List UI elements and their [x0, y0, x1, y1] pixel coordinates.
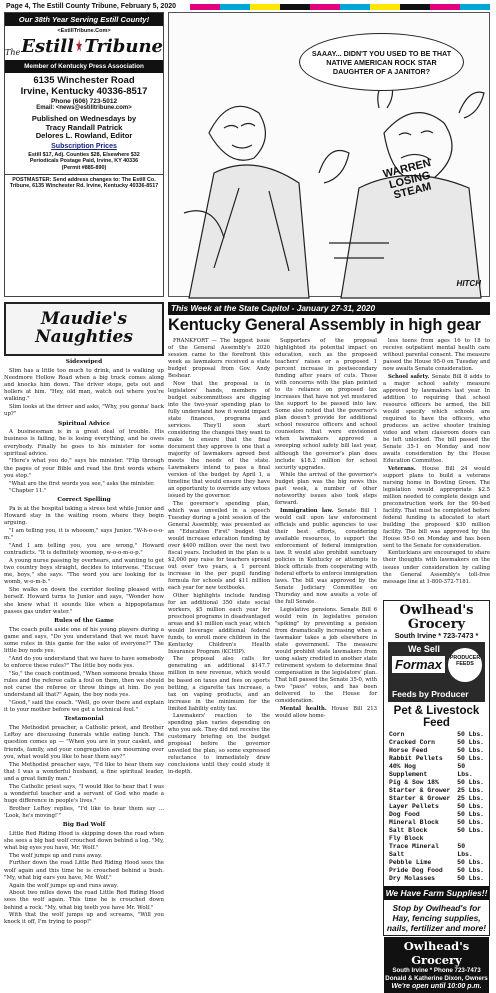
- joke-paragraph: Again the wolf jumps up and runs away.: [9, 882, 119, 889]
- joke-paragraph: The Catholic priest says, "I would like to hear that I was a wonderful teacher and a servant of God who made a huge difference in people's lives.": [4, 783, 164, 804]
- feed-item-name: Mineral Block: [389, 819, 439, 827]
- feed-item-name: Pig & Sow 18%: [389, 779, 439, 787]
- story-paragraph: [383, 550, 490, 585]
- we-sell-label: We Sell: [408, 644, 440, 655]
- joke-paragraph: The wolf jumps up and runs away.: [9, 852, 103, 859]
- speech-bubble: [299, 33, 464, 91]
- color-swatch: [280, 4, 310, 10]
- feed-item: [389, 827, 484, 835]
- color-registration-bar: [190, 4, 490, 10]
- editor-name: Delores L. Rowland, Editor: [35, 131, 133, 141]
- feed-item-weight: 25 Lbs.: [457, 787, 484, 795]
- paragraph-lead: School safety.: [388, 373, 430, 380]
- paragraph-text: Kentuckians are encouraged to share their thoughts with lawmakers on the issues under consideration by calling the General Assembly's toll-free message line at 1-800-372-7181.: [383, 550, 490, 585]
- story-column-1: [168, 338, 270, 936]
- story-paragraph: [168, 593, 270, 656]
- postage-line: Periodicals Postage Paid, Irvine, KY 40336: [29, 158, 139, 165]
- story-column-3: [383, 338, 490, 596]
- feed-item-weight: 50 Lbs.: [457, 755, 484, 763]
- story-headline: Kentucky General Assembly in high gear: [168, 316, 481, 334]
- feed-item-name: Dog Food: [389, 811, 420, 819]
- masthead-url[interactable]: <EstillTribune.Com>: [57, 28, 111, 34]
- joke-paragraph: With that the wolf jumps up and screams, "Will you knock it off, I'm trying to poop!": [4, 912, 164, 926]
- feed-item-name: Corn: [389, 731, 405, 739]
- joke-paragraph: Slim looks at the driver and asks, "Why, you gonna' back up?": [4, 404, 164, 418]
- paragraph-text: Senate Bill 1 would call upon law enforcement officials and public agencies to use their best efforts, considering available resources, to support the enforcement of federal immigration law. It would also prohibit sanctuary policies in Kentucky or attempts to block officials from cooperating with federal efforts to enforce immigration laws. The bill was approved by the Senate Judiciary Committee on Thursday and now awaits a vote of the full Senate.: [275, 507, 377, 606]
- producer-feeds-logo: PRODUCER FEEDS: [448, 648, 482, 682]
- logo-the: The: [5, 48, 21, 57]
- feed-item: [389, 779, 484, 787]
- feed-item-weight: 50 Lbs.: [457, 827, 484, 835]
- feed-item: [389, 763, 484, 779]
- feed-item-weight: 50 Lbs.: [457, 763, 473, 779]
- paragraph-text: less teens from ages 16 to 18 to receive outpatient mental health care without parental consent. The measure passed the House 95-0 on Tuesday and now awaits Senate consideration.: [383, 338, 490, 373]
- feed-item-name: Dry Molasses: [389, 875, 436, 883]
- story-paragraph: [168, 501, 270, 592]
- joke-heading: Big Bad Wolf: [62, 822, 106, 829]
- story-paragraph: [168, 381, 270, 501]
- speech-bubble-text: SAAAY... DIDN'T YOU USED TO BE THAT NATIVE AMERICAN ROCK STAR DAUGHTER OF A JANITOR?: [311, 48, 452, 76]
- color-swatch: [220, 4, 250, 10]
- paragraph-text: Supporters of the proposal highlighted its potential impact on education, such as the proposed teachers' raises or a proposed 1 percent increase in postsecondary funding after years of cuts. Those with concerns with the plan pointed to its reliance on proposed tax increases that have not yet mustered the support to be passed into law. Some also noted that the governor's plan doesn't provide for additional school resource officers and school counselors that were envisioned when lawmakers approved a sweeping school safety bill last year, although the governor's plan does include $18.2 million for school security upgrades.: [275, 338, 377, 471]
- feed-item: [389, 875, 484, 883]
- ad-footer-phone: South Irvine * Phone 723-7473: [392, 966, 481, 974]
- feed-item: [389, 731, 484, 739]
- feeds-byline: Feeds by Producer: [392, 689, 469, 700]
- page-header: Page 4, The Estill County Tribune, February 5, 2020: [6, 3, 176, 10]
- feed-item-name: 40% Hog Supplement: [389, 763, 428, 779]
- joke-paragraph: The Methodist preacher, a Catholic priest, and Brother LeRoy are discussing funerals while eating lunch. The question comes up — "When you are in your casket, and friends, family, and your congregation are mourning over you, what would you like to hear them say?": [4, 725, 164, 760]
- paragraph-text: The proposal also calls for generating an additional $147.7 million in new revenue, which would be based on taxes and fees on sports betting, a cigarette tax increase, a tax on vaping products, and an increase in the minimum for the limited liability entity tax.: [168, 656, 270, 712]
- joke-paragraph: "So," the coach continued, "When someone breaks those rules and the referee calls a foul on them, then we should not curse the referee or throw things at him. Do you understand all that?" Again, the boy nods yes.: [4, 670, 165, 699]
- feed-item-name: Pride Dog Food: [389, 867, 443, 875]
- ad-footer: [384, 937, 489, 993]
- feed-item-weight: 50 Lbs.: [457, 819, 484, 827]
- paragraph-text: Lawmakers' reaction to the spending plan varies depending on who you ask. They did not receive the customary briefing on the budget proposal before the governor unveiled the plan, so some expressed reluctance to immediately draw conclusions until they could study it in-depth.: [168, 713, 270, 776]
- press-association-banner: Member of Kentucky Press Association: [5, 60, 163, 73]
- ad-address: South Irvine * 723-7473 *: [394, 631, 479, 641]
- cartoon-sign: WARREN LOSING STEAM: [381, 157, 433, 202]
- feed-item-weight: 25 Lbs.: [457, 795, 484, 803]
- feed-item-weight: 50 Lbs.: [457, 859, 484, 867]
- capitol-tag: This Week at the State Capitol - January 27-31, 2020: [168, 302, 490, 315]
- feed-item-name: Starter & Grower: [389, 795, 451, 803]
- address-city: Irvine, Kentucky 40336-8517: [20, 85, 148, 97]
- star-icon: [76, 39, 82, 53]
- color-swatch: [190, 4, 220, 10]
- paragraph-text: FRANKFORT — The biggest issue of the General Assembly's 2020 session came to the forefront this week as lawmakers received a state budget proposal from Gov. Andy Beshear.: [168, 338, 270, 380]
- feed-item: [389, 859, 484, 867]
- story-paragraph: [275, 706, 377, 720]
- feed-item: [389, 747, 484, 755]
- color-swatch: [430, 4, 460, 10]
- feed-item-name: Starter & Grower: [389, 787, 451, 795]
- feed-item-name: Trace Mineral Salt: [389, 843, 439, 859]
- feed-item-weight: 50 Lbs.: [457, 739, 484, 747]
- paragraph-lead: Immigration law.: [280, 507, 334, 514]
- story-paragraph: [168, 713, 270, 776]
- joke-paragraph: "Here's what you do," says his minister. "Flip through the pages of your Bible and read the first words where you stop.": [4, 458, 164, 479]
- joke-paragraph: Little Red Riding Hood is skipping down the road when she sees a big bad wolf crouched down behind a log. "My, what big eyes you have, Mr. Wolf.": [4, 830, 164, 852]
- paragraph-lead: Mental health.: [280, 705, 327, 712]
- paragraph-text: Senate Bill 8 adds to a major school safety measure approved by lawmakers last year. In addition to requiring that school resource officers be armed, the bill would specify which schools are required to have the officers, who produces an active shooter training video and when classroom doors can be left unlocked. The bill passed the Senate 35-1 on Monday and now awaits consideration by the House Education Committee.: [383, 373, 490, 465]
- feed-item-name: Fly Block: [389, 835, 424, 843]
- feed-item-name: Salt Block: [389, 827, 428, 835]
- feed-item-weight: 50 Lbs.: [457, 875, 484, 883]
- paragraph-text: House Bill 24 would support plans to build a veterans nursing home in Bowling Green. The legislation would appropriate $2.5 million needed to complete design and preconstruction work for the 90-bed facility. That must be completed before federal funding is allocated to start building the proposed $30 million facility. The bill was approved by the House 95-0 on Monday and has been sent to the Senate for consideration.: [383, 465, 490, 549]
- subscription-heading: Subscription Prices: [51, 143, 117, 151]
- joke-paragraph: "Good," said the coach. "Well, go over there and explain it to your mother before we get a technical foul.": [4, 700, 164, 714]
- masthead: [4, 12, 164, 297]
- joke-paragraph: "And I am telling you, you are wrong," Howard contradicts. "It is definitely woomop, w-o-o-m-o-p.": [4, 543, 164, 557]
- story-paragraph: [275, 607, 377, 705]
- maudies-naughties-column: [4, 302, 164, 936]
- ad-footer-title: Owlhead's Grocery: [403, 938, 470, 967]
- joke-paragraph: "I am telling you, it is whooom," says Junior. "W-h-o-o-o-m.": [4, 528, 164, 542]
- color-swatch: [250, 4, 280, 10]
- address-street: 6135 Winchester Road: [33, 75, 135, 86]
- joke-paragraph: The Methodist preacher says, "I'd like to hear them say that I was a wonderful husband, a fine spiritual leader, and a great family man.": [4, 761, 164, 782]
- maudie-title-box: [4, 302, 164, 356]
- story-paragraph: [275, 338, 377, 472]
- story-paragraph: [383, 466, 490, 550]
- paragraph-text: The governor's spending plan, which was unveiled in a speech Tuesday during a joint session of the General Assembly, was presented as an "Education First" budget that would increase education funding by over $400 million over the next two fiscal years. Included in the plan is a $2,000 pay raise for teachers spread out over two years, a 1 percent increase in the per pupil funding formula for schools and $11 million each year for new textbooks.: [168, 500, 270, 592]
- joke-paragraph: The coach pulls aside one of his young players during a game and says, "Do you understand that we must have some rules in this game for the sake of everyone?" The little boy nods yes.: [4, 626, 164, 655]
- feed-item: [389, 795, 484, 803]
- formax-logo: Formax: [392, 656, 445, 673]
- story-column-2: [275, 338, 377, 936]
- feed-item-weight: 50 Lbs.: [457, 843, 473, 859]
- story-paragraph: [383, 374, 490, 465]
- joke-heading: Rules of the Game: [54, 617, 114, 624]
- ad-feed-panel: [388, 642, 485, 702]
- color-swatch: [460, 4, 490, 10]
- paragraph-text: House Bill 213 would allow home-: [275, 705, 377, 719]
- paragraph-text: Now that the proposal is in legislators' hands, members of budget subcommittees are digging into the two-year spending plan to fully understand how it would impact state finances, programs and services. They'll soon start considering the changes they want to make to ensure that the final document they approve is one that a majority of lawmakers agreed best meets the needs of the state. Lawmakers intend to pass a final version of the budget by April 1, a timeline that would ensure they have an opportunity to override any vetoes issued by the governor.: [168, 380, 270, 500]
- joke-heading: Sideswiped: [65, 359, 103, 365]
- joke-paragraph: She walks on down the corridor feeling pleased with herself. Howard turns to Junior and says, "Wonder how she knew what it sounds like when a hippopotamus passes gas under water.": [4, 587, 164, 615]
- paragraph-lead: Veterans.: [388, 465, 416, 472]
- joke-paragraph: About two miles down the road Little Red Riding Hood sees the wolf again. This time he is crouched down behind a rock. "My, what big teeth you have Mr. Wolf.": [4, 890, 164, 911]
- story-paragraph: [383, 338, 490, 373]
- editorial-cartoon: [168, 12, 490, 297]
- joke-heading: Spiritual Advice: [58, 420, 110, 427]
- feed-item-weight: 50 Lbs.: [457, 779, 484, 787]
- joke-paragraph: "And do you understand that we have to have somebody to enforce these rules?" The little boy nods yes.: [4, 655, 164, 670]
- ad-footer-hours: We're open until 10:00 p.m.: [391, 982, 482, 990]
- feed-item: [389, 835, 484, 843]
- story-paragraph: [275, 508, 377, 606]
- paragraph-text: Other highlights include funding for an additional 350 state social workers, $5 million each year for preschool programs in disadvantaged areas and $1 million each year, which would leverage additional federal funds, to enroll more children in the Kentucky Children's Health Insurance Program (KCHIP).: [168, 592, 270, 655]
- masthead-banner: Our 38th Year Serving Estill County!: [5, 13, 163, 26]
- farm-supplies-banner: We Have Farm Supplies!!: [385, 888, 488, 899]
- joke-heading: Correct Spelling: [57, 497, 111, 504]
- story-paragraph: [168, 338, 270, 380]
- ad-footer-owners: Donald & Katherine Dixon, Owners: [385, 974, 488, 982]
- joke-heading: Testamonial: [64, 716, 104, 723]
- feed-list: [384, 731, 489, 883]
- feed-item: [389, 843, 484, 859]
- subscription-block: [5, 143, 163, 171]
- paragraph-text: Legislative pensions. Senate Bill 6 would rein in legislative pension "spiking" by preventing a pension from dramatically increasing when a lawmaker takes a job elsewhere in state government. The measure would prohibit state lawmakers from using salary credited in another state retirement system to determine final compensation in the legislators' plan. That bill passed the Senate 35-0, with two "pass" votes, and has been delivered to the House for consideration.: [275, 606, 377, 705]
- feed-item: [389, 819, 484, 827]
- joke-paragraph: Pa is at the hospital taking a stress test while Junior and Howard stay in the waiting room where they begin arguing.: [4, 506, 164, 527]
- publisher-heading: Published on Wednesdays by: [31, 114, 137, 124]
- publisher-name: Tracy Randall Patrick: [45, 122, 123, 132]
- feed-item: [389, 811, 484, 819]
- cartoonist-signature: HITCH: [456, 279, 481, 288]
- maudie-body: [4, 359, 164, 927]
- feed-item: [389, 803, 484, 811]
- color-swatch: [340, 4, 370, 10]
- story-paragraph: [275, 472, 377, 507]
- joke-paragraph: A young nurse passing by overhears, and wanting to get two country boys straight, decides to intervene. "Excuse me, boys," she says. "The word you are looking for is womb, w-o-m-b.": [4, 557, 164, 586]
- joke-paragraph: A businessman is in a great deal of trouble. His business is failing, he is losing everything, and he owes everybody. Finally he goes to his minister for some spiritual advice.: [4, 429, 164, 457]
- joke-paragraph: Further down the road Little Red Riding Hood sees the wolf again and this time he is crouched behind a bush. "My, what big ears you have, Mr. Wolf.": [4, 860, 164, 881]
- color-swatch: [310, 4, 340, 10]
- color-swatch: [400, 4, 430, 10]
- joke-paragraph: Slim has a little too much to drink, and is walking up Needmore Hollow Road when a big truck comes along and knocks him down. The driver stops, gets out and hollers at him. "Hey, old man, watch out where you're walking.": [4, 367, 164, 403]
- feed-item-name: Horse Feed: [389, 747, 428, 755]
- stop-by-text: Stop by Owlhead's for Hay, fencing supplies, nails, fertilizer and more!: [386, 903, 487, 934]
- feed-item: [389, 755, 484, 763]
- color-swatch: [370, 4, 400, 10]
- masthead-address: [5, 76, 163, 112]
- owlheads-grocery-ad: [383, 600, 490, 990]
- subscription-prices: Estill $17, Adj. Counties $28, Elsewhere $32: [28, 151, 140, 158]
- ad-title: Owlhead's Grocery: [399, 603, 474, 632]
- feed-item-weight: 50 Lbs.: [457, 747, 484, 755]
- feed-item-weight: 50 Lbs.: [457, 811, 484, 819]
- phone: Phone (606) 723-5012: [50, 97, 118, 105]
- email-link[interactable]: Email: <news@estilltribune.com>: [36, 105, 132, 112]
- ad-subtitle: Pet & Livestock Feed: [393, 705, 480, 730]
- maudie-title: Maudie's Naughties: [35, 309, 133, 347]
- feed-item-name: Layer Pellets: [389, 803, 439, 811]
- joke-paragraph: "What are the first words you see," asks the minister.: [9, 480, 155, 487]
- feed-item-name: Rabbit Pellets: [389, 755, 443, 763]
- postmaster-notice: POSTMASTER: Send address changes to: The Estill Co. Tribune, 6135 Winchester Rd. Irvine, Kentucky 40336-8517: [5, 174, 163, 190]
- feed-item: [389, 739, 484, 747]
- logo-estill: Estill: [21, 36, 74, 57]
- paragraph-text: While the arrival of the governor's budget plan was the big news this past week, a number of other noteworthy issues also took steps forward.: [275, 472, 377, 507]
- story-paragraph: [168, 656, 270, 712]
- feed-item-weight: 50 Lbs.: [457, 731, 484, 739]
- feed-item-name: Pebble Lime: [389, 859, 432, 867]
- tribune-logo: [5, 35, 163, 57]
- feed-item-name: Cracked Corn: [389, 739, 436, 747]
- feed-item-weight: 50 Lbs.: [457, 867, 484, 875]
- permit-line: (Permit #885-890): [61, 164, 107, 171]
- feed-item: [389, 787, 484, 795]
- logo-tribune: Tribune: [84, 36, 163, 57]
- joke-paragraph: Brother LeRoy replies, "I'd like to hear them say ... 'Look, he's moving!'": [4, 805, 164, 819]
- publisher-block: [5, 115, 163, 141]
- feed-item-weight: 50 Lbs.: [457, 803, 484, 811]
- feed-item: [389, 867, 484, 875]
- joke-paragraph: "Chapter 11.": [9, 488, 47, 495]
